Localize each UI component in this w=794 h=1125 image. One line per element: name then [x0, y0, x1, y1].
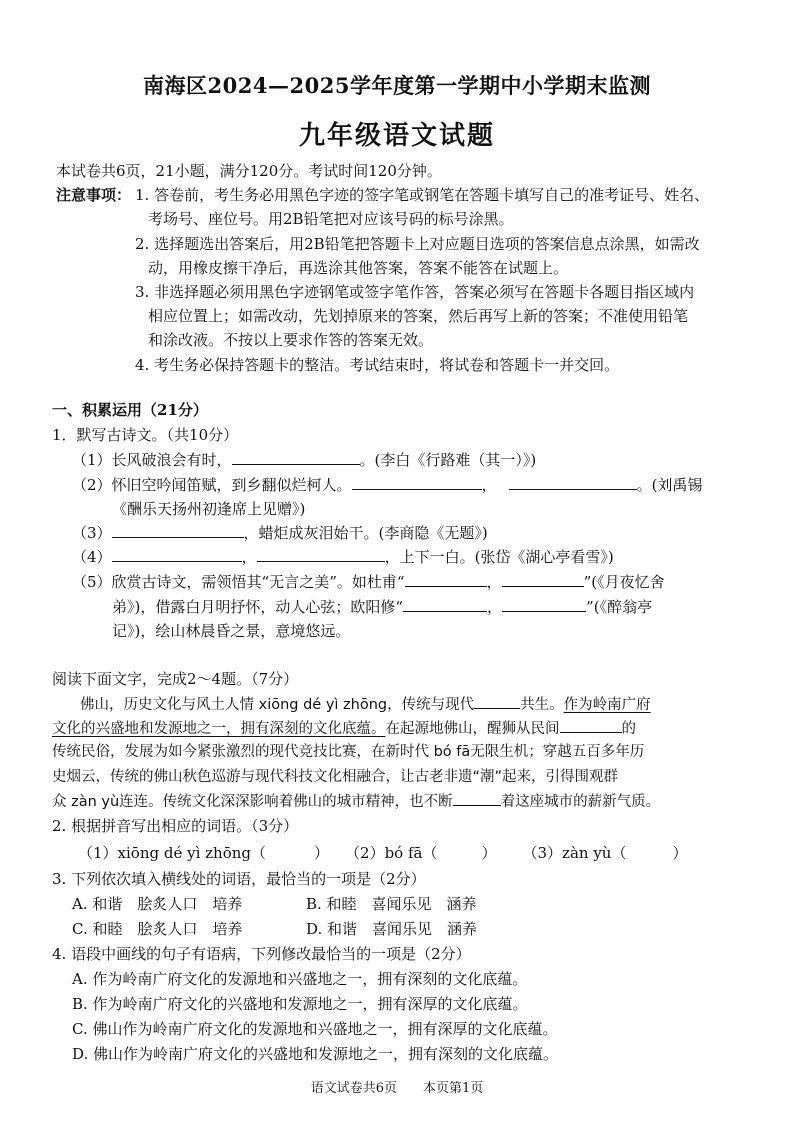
notes-label: 注意事项：: [56, 186, 132, 204]
note-1a: 1. 答卷前，考生务必用黑色字迹的签字笔或钢笔在答题卡填写自己的准考证号、姓名、: [135, 186, 710, 204]
reading-para-line-1: 佛山，历史文化与风土人情 xiōng dé yì zhōng，传统与现代 共生。作为岭南广府: [80, 693, 651, 716]
question-3-option-a[interactable]: A. 和谐 脍炙人口 培养: [72, 895, 243, 913]
page-footer: 语文试卷共6页 本页第1页: [310, 1081, 484, 1096]
answer-blank[interactable]: [509, 474, 637, 490]
answer-blank[interactable]: [112, 522, 244, 538]
question-1-5-cont: 弟》)，借露白月明抒怀，动人心弦；欧阳修“ ， ”(《醉翁亭: [112, 598, 653, 616]
note-4: 4. 考生务必保持答题卡的整洁。考试结束时，将试卷和答题卡一并交回。: [135, 356, 620, 374]
question-3-stem: 3. 下列依次填入横线处的词语，最恰当的一项是（2分）: [52, 870, 426, 888]
question-1-4: （4） ， ，上下一白。(张岱《湖心亭看雪》): [72, 548, 614, 566]
answer-blank[interactable]: [403, 596, 487, 612]
question-1-stem: 1．默写古诗文。（共10分）: [52, 426, 239, 444]
section-1-heading: 一、积累运用（21分）: [52, 401, 208, 419]
question-2-stem: 2. 根据拼音写出相应的词语。（3分）: [52, 817, 299, 835]
exam-title: 南海区2024—2025学年度第一学期中小学期末监测: [143, 73, 651, 98]
answer-blank[interactable]: [502, 596, 586, 612]
answer-blank[interactable]: [474, 693, 520, 709]
question-2-items: （1）xiōng dé yì zhōng（ ） （2）bó fā（ ） （3）zàn yù（ ）: [78, 844, 688, 862]
reading-para-line-4: 史烟云，传统的佛山秋色巡游与现代科技文化相融合，让古老非遗“潮”起来，引得围观群: [52, 769, 619, 785]
answer-blank[interactable]: [502, 571, 584, 587]
question-4-option-b[interactable]: B. 作为岭南广府文化的兴盛地和发源地之一，拥有深厚的文化底蕴。: [72, 995, 528, 1013]
answer-blank[interactable]: [453, 790, 501, 806]
answer-blank[interactable]: [405, 571, 487, 587]
question-3-option-b[interactable]: B. 和睦 喜闻乐见 涵养: [306, 895, 477, 913]
question-4-option-d[interactable]: D. 佛山作为岭南广府文化的兴盛地和发源地之一，拥有深刻的文化底蕴。: [72, 1045, 559, 1063]
exam-intro: 本试卷共6页，21小题，满分120分。考试时间120分钟。: [56, 162, 442, 180]
question-1-2: （2）怀旧空吟闻笛赋，到乡翻似烂柯人。 ， 。(刘禹锡: [72, 476, 703, 494]
question-4-option-c[interactable]: C. 佛山作为岭南广府文化的发源地和兴盛地之一，拥有深厚的文化底蕴。: [72, 1020, 558, 1038]
underlined-sentence: 文化的兴盛地和发源地之一，拥有深刻的文化底蕴。: [52, 721, 386, 737]
note-1b: 考场号、座位号。用2B铅笔把对应该号码的标号涂黑。: [148, 210, 514, 228]
question-1-3: （3） ，蜡炬成灰泪始干。(李商隐《无题》): [72, 524, 488, 542]
note-3b: 相应位置上；如需改动，先划掉原来的答案，然后再写上新的答案；不准使用铅笔: [148, 307, 689, 325]
question-4-stem: 4. 语段中画线的句子有语病，下列修改最恰当的一项是（2分）: [52, 945, 471, 963]
answer-blank[interactable]: [112, 546, 242, 562]
note-3c: 和涂改液。不按以上要求作答的答案无效。: [148, 331, 434, 349]
answer-blank[interactable]: [560, 717, 622, 733]
question-1-2-source: 《酬乐天扬州初逢席上见赠》): [112, 500, 306, 518]
question-4-option-a[interactable]: A. 作为岭南广府文化的发源地和兴盛地之一，拥有深刻的文化底蕴。: [72, 970, 528, 988]
note-3a: 3. 非选择题必须用黑色字迹钢笔或签字笔作答，答案必须写在答题卡各题目指区域内: [135, 283, 695, 301]
answer-blank[interactable]: [257, 546, 385, 562]
reading-para-line-3: 传统民俗，发展为如今紧张激烈的现代竞技比赛，在新时代 bó fā无限生机；穿越五百多年历: [52, 744, 645, 760]
exam-subtitle: 九年级语文试题: [298, 121, 495, 151]
note-2a: 2. 选择题选出答案后，用2B铅笔把答题卡上对应题目选项的答案信息点涂黑，如需改: [135, 235, 700, 253]
answer-blank[interactable]: [232, 449, 360, 465]
question-1-1: （1）长风破浪会有时， 。(李白《行路难（其一）》): [72, 451, 537, 469]
question-1-5-end: 记》)，绘山林晨昏之景，意境悠远。: [112, 622, 351, 640]
underlined-sentence: 作为岭南广府: [563, 697, 651, 713]
question-1-5: （5）欣赏古诗文，需领悟其“无言之美”。如杜甫“ ， ”(《月夜忆舍: [72, 573, 665, 591]
note-2b: 动，用橡皮擦干净后，再选涂其他答案，答案不能答在试题上。: [148, 259, 569, 277]
reading-prompt: 阅读下面文字，完成2～4题。（7分）: [52, 670, 299, 688]
reading-para-line-5: 众 zàn yù连连。传统文化深深影响着佛山的城市精神，也不断 着这座城市的薪新气质。: [52, 790, 660, 813]
reading-para-line-2: 文化的兴盛地和发源地之一，拥有深刻的文化底蕴。在起源地佛山，醒狮从民间 的: [52, 717, 636, 740]
answer-blank[interactable]: [352, 474, 482, 490]
question-3-option-c[interactable]: C. 和睦 脍炙人口 培养: [72, 920, 243, 938]
question-3-option-d[interactable]: D. 和谐 喜闻乐见 涵养: [306, 920, 478, 938]
